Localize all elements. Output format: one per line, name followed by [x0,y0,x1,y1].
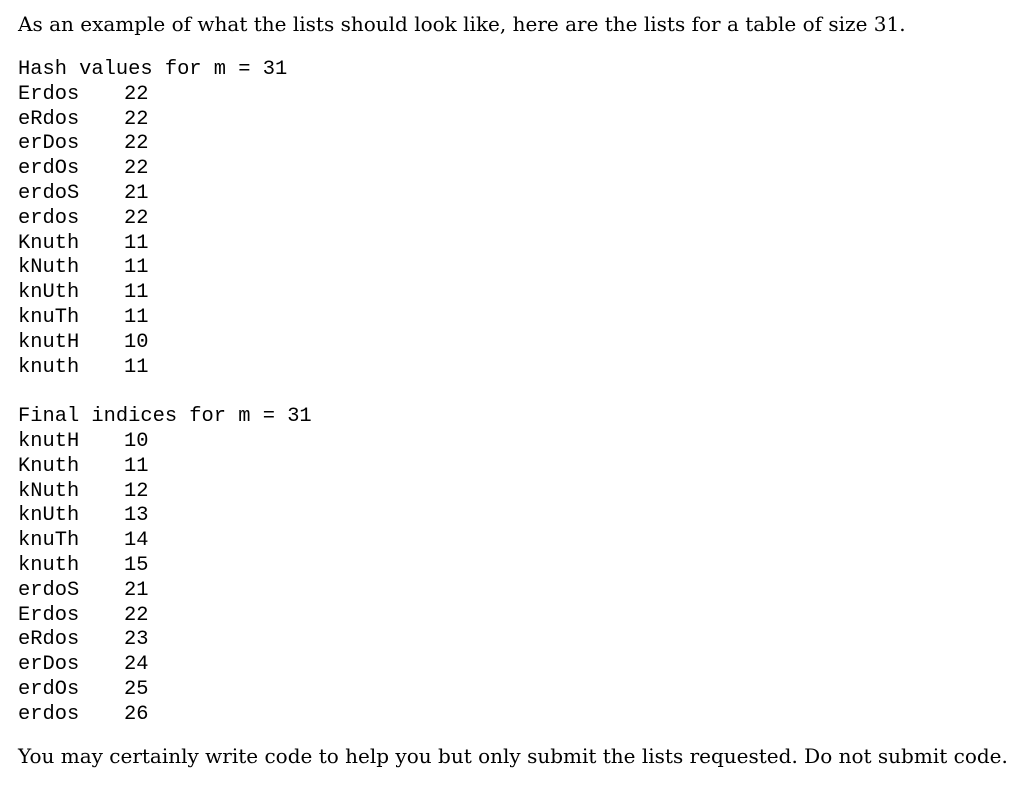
entry-value: 10 [124,330,149,354]
entry-name: knutH [18,429,80,453]
entry-value: 21 [124,181,149,205]
entry-value: 26 [124,702,149,726]
entry-value: 14 [124,529,149,553]
final-index-row [18,703,1008,728]
hash-value-row [18,256,1008,281]
entry-name: erDos [18,653,80,677]
entry-name: erdos [18,206,80,230]
entry-value: 22 [124,157,149,181]
entry-value: 13 [124,504,149,528]
hash-value-row [18,83,1008,108]
entry-name: knuTh [18,305,80,329]
entry-value: 24 [124,653,149,677]
entry-value: 22 [124,132,149,156]
entry-value: 22 [124,603,149,627]
document-page [18,10,1008,770]
entry-name: erDos [18,132,80,156]
entry-name: eRdos [18,628,80,652]
entry-value: 10 [124,429,149,453]
final-index-row [18,430,1008,455]
entry-name: knuTh [18,529,80,553]
final-indices-list [18,430,1008,728]
blank-line [18,380,1008,405]
entry-name: erdoS [18,578,80,602]
entry-name: eRdos [18,107,80,131]
entry-name: Erdos [18,82,80,106]
hash-value-row [18,108,1008,133]
final-index-row [18,455,1008,480]
final-index-row [18,628,1008,653]
hash-values-list [18,83,1008,381]
hash-values-heading: Hash values for m = 31 [18,58,288,81]
entry-value: 23 [124,628,149,652]
entry-name: knuth [18,553,80,577]
entry-value: 11 [124,305,149,329]
entry-name: erdOs [18,157,80,181]
entry-value: 21 [124,578,149,602]
entry-value: 22 [124,82,149,106]
entry-name: knUth [18,281,80,305]
final-index-row [18,554,1008,579]
intro-paragraph: As an example of what the lists should look like, here are the lists for a table of size 31. [18,12,906,36]
final-index-row [18,529,1008,554]
hash-value-row [18,331,1008,356]
entry-value: 12 [124,479,149,503]
hash-value-row [18,306,1008,331]
final-index-row [18,604,1008,629]
entry-name: Knuth [18,231,80,255]
entry-value: 11 [124,281,149,305]
entry-value: 11 [124,454,149,478]
entry-name: kNuth [18,256,80,280]
hash-value-row [18,132,1008,157]
final-index-row [18,504,1008,529]
entry-value: 22 [124,107,149,131]
entry-value: 25 [124,677,149,701]
entry-name: erdoS [18,181,80,205]
final-index-row [18,653,1008,678]
hash-value-row [18,232,1008,257]
final-indices-heading: Final indices for m = 31 [18,405,312,429]
final-index-row [18,579,1008,604]
hash-value-row [18,182,1008,207]
hash-value-row [18,281,1008,306]
final-index-row [18,480,1008,505]
hash-value-row [18,157,1008,182]
entry-name: Erdos [18,603,80,627]
entry-value: 11 [124,355,149,379]
entry-value: 15 [124,553,149,577]
hash-value-row [18,207,1008,232]
entry-name: knUth [18,504,80,528]
entry-name: kNuth [18,479,80,503]
entry-name: knuth [18,355,80,379]
entry-name: erdos [18,702,80,726]
entry-name: knutH [18,330,80,354]
code-output-block [18,58,1008,728]
entry-value: 22 [124,206,149,230]
entry-value: 11 [124,231,149,255]
hash-value-row [18,356,1008,381]
entry-name: erdOs [18,677,80,701]
entry-name: Knuth [18,454,80,478]
closing-paragraph: You may certainly write code to help you but only submit the lists requested. Do not submit code. [18,743,1008,768]
entry-value: 11 [124,256,149,280]
final-index-row [18,678,1008,703]
